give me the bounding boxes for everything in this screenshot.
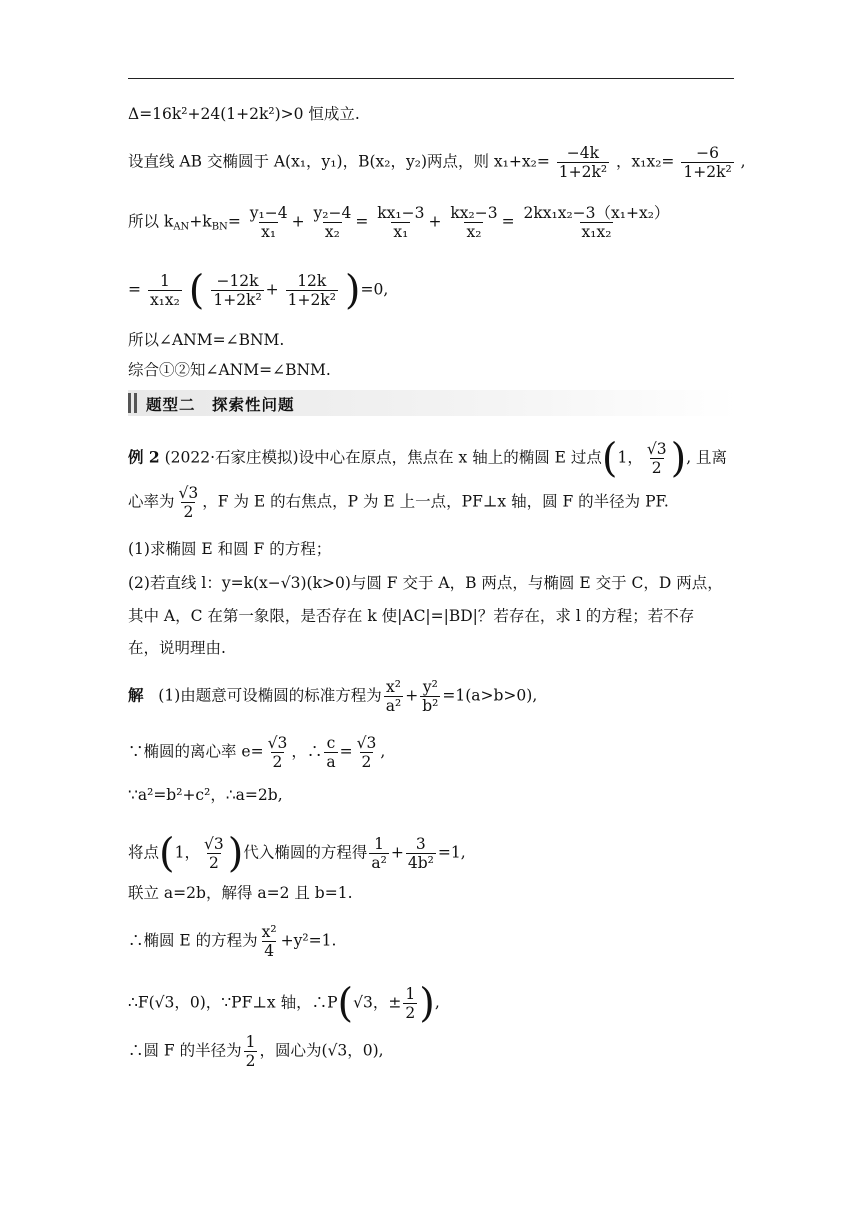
fraction: $\frac{1}{2}$: [405, 985, 416, 1022]
solution-line-3: ∵a²=b²+c²，∴a=2b,: [128, 786, 283, 804]
fraction: $\frac{\text{y₂−4}}{\text{x₂}}$: [313, 204, 352, 241]
slope-sum-result-line: = $\frac{1}{\text{x₁x₂}}$ ( $\frac{-12k}{\text{1+2k²}}$ + $\frac{12k}{\text{1+2k²}}$ )=0,: [128, 267, 389, 314]
example-line-1: 例 2 (2022·石家庄模拟)设中心在原点，焦点在 x 轴上的椭圆 E 过点(1， $\frac{√3}{2}$ ), 且离: [128, 435, 728, 482]
conclusion-line: 综合①②知∠ANM=∠BNM.: [128, 361, 331, 379]
fraction: $\frac{12k}{\text{1+2k²}}$: [287, 272, 336, 309]
solution-line-1: 解 (1)由题意可设椭圆的标准方程为 $\frac{\text{x²}}{\text{a²}}$ + $\frac{\text{y²}}{\text{b²}}$ =1(a>b>0),: [128, 678, 538, 715]
fraction: $\frac{\text{2kx₁x₂−3（x₁+x₂）}}{\text{x₁x₂}}$: [523, 204, 670, 241]
question-2-line-2: 其中 A，C 在第一象限，是否存在 k 使|AC|=|BD|？若存在，求 l 的方程；若不存: [128, 607, 695, 625]
fraction: $\frac{\text{y₁−4}}{\text{x₁}}$: [249, 204, 288, 241]
fraction: $\frac{√3}{2}$: [646, 440, 667, 477]
slope-sum-line: 所以 $k_{AN}+k_{BN}=$ $\frac{\text{y₁−4}}{\text{x₁}}$ + $\frac{\text{y₂−4}}{\text{x₂}}$ = $\frac{\text{kx₁−3}}{\text{x₁}}$ + $\frac{\text{kx₂−3}}{\text{x₂}}$ = $\frac{\text{2kx₁x₂−3（x₁+x₂）}}{\text{x₁x₂}}$: [128, 204, 670, 241]
fraction: $\frac{\text{x²}}{4}$: [261, 923, 277, 960]
solution-line-7: ∴F(√3，0)，∵PF⊥x 轴，∴P(√3，± $\frac{1}{2}$ ),: [128, 980, 440, 1027]
fraction: $\frac{c}{a}$: [326, 734, 336, 771]
section-bar-icon: [134, 393, 137, 413]
fraction: $\frac{1}{\text{a²}}$: [371, 835, 387, 872]
discriminant-line: Δ=16k²+24(1+2k²)>0 恒成立.: [128, 105, 360, 123]
fraction: $\frac{1}{2}$: [245, 1033, 256, 1070]
vieta-line: 设直线 AB 交椭圆于 A(x₁，y₁)，B(x₂，y₂)两点，则 x₁+x₂= $\frac{-4k}{\text{1+2k²}}$ ，x₁x₂= $\frac{-6}{\text{1+2k²}}$ ,: [128, 144, 746, 181]
fraction: $\frac{1}{\text{x₁x₂}}$: [149, 272, 180, 309]
example-line-2: 心率为 $\frac{√3}{2}$ ，F 为 E 的右焦点，P 为 E 上一点，PF⊥x 轴，圆 F 的半径为 PF.: [128, 484, 669, 521]
angle-equal-line: 所以∠ANM=∠BNM.: [128, 331, 285, 349]
fraction: $\frac{3}{\text{4b²}}$: [407, 835, 434, 872]
fraction: $\frac{√3}{2}$: [356, 734, 377, 771]
section-title: 题型二 探索性问题: [146, 396, 295, 414]
solution-line-6: ∴椭圆 E 的方程为 $\frac{\text{x²}}{4}$ +y²=1.: [128, 923, 337, 960]
section-bar-icon: [128, 393, 131, 413]
solution-line-5: 联立 a=2b，解得 a=2 且 b=1.: [128, 884, 353, 902]
example-label: 例 2: [128, 447, 160, 467]
fraction: $\frac{-12k}{\text{1+2k²}}$: [213, 272, 262, 309]
fraction: $\frac{√3}{2}$: [204, 835, 224, 872]
solution-line-4: 将点(1， $\frac{√3}{2}$ )代入椭圆的方程得 $\frac{1}{\text{a²}}$ + $\frac{3}{\text{4b²}}$ =1,: [128, 830, 466, 877]
fraction: $\frac{√3}{2}$: [267, 734, 288, 771]
fraction: $\frac{√3}{2}$: [178, 484, 199, 521]
fraction: $\frac{\text{y²}}{\text{b²}}$: [422, 678, 439, 715]
fraction: $\frac{\text{kx₁−3}}{\text{x₁}}$: [377, 204, 425, 241]
solution-label: 解: [128, 685, 144, 705]
fraction: $\frac{\text{kx₂−3}}{\text{x₂}}$: [450, 204, 498, 241]
question-2-line-1: (2)若直线 l：y=k(x−√3)(k>0)与圆 F 交于 A，B 两点，与椭圆 E 交于 C，D 两点，: [128, 574, 723, 592]
fraction-product: $\frac{-6}{\text{1+2k²}}$: [683, 144, 732, 181]
fraction-sum: $\frac{-4k}{\text{1+2k²}}$: [558, 144, 608, 181]
solution-line-8: ∴圆 F 的半径为 $\frac{1}{2}$ ，圆心为(√3，0),: [128, 1033, 384, 1070]
header-rule: [128, 78, 734, 79]
solution-line-2: ∵椭圆的离心率 e= $\frac{√3}{2}$ ，∴ $\frac{c}{a}$ = $\frac{√3}{2}$ ,: [128, 734, 386, 771]
fraction: $\frac{\text{x²}}{\text{a²}}$: [385, 678, 402, 715]
section-header: [128, 390, 738, 416]
question-1: (1)求椭圆 E 和圆 F 的方程；: [128, 540, 332, 558]
question-2-line-3: 在，说明理由.: [128, 639, 226, 657]
